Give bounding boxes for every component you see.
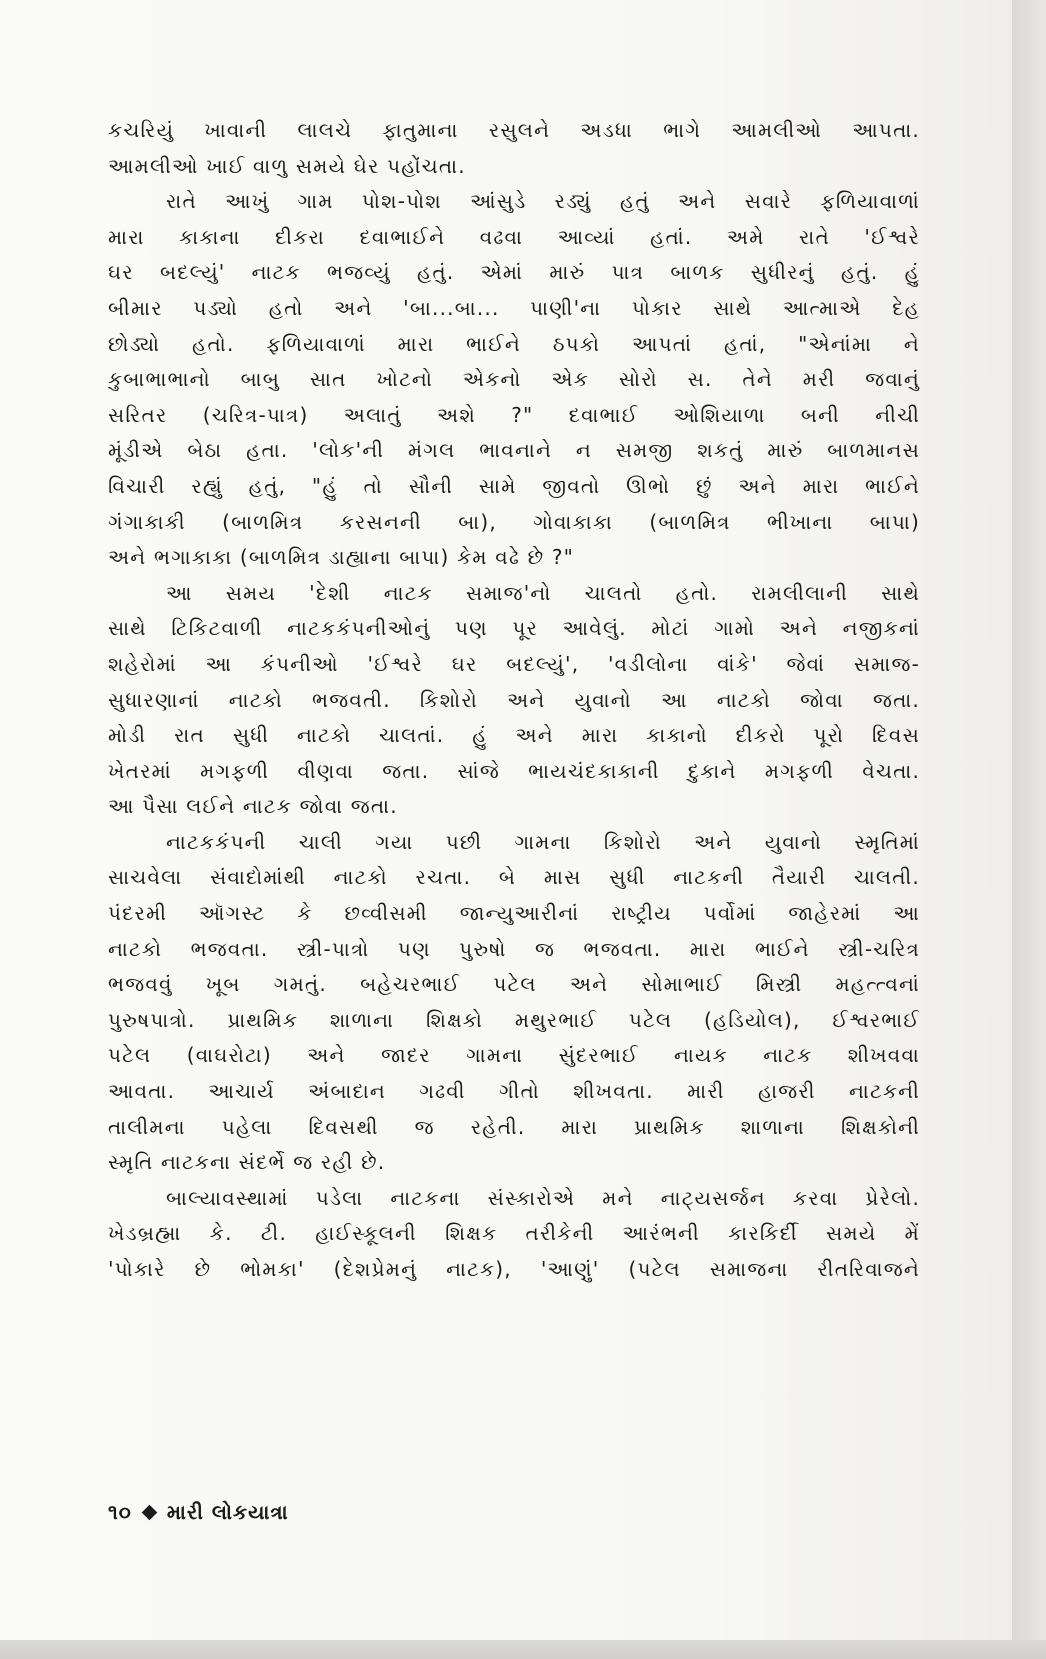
text-line: ભજવવું ખૂબ ગમતું. બહેચરભાઈ પટેલ અને સોમાભાઈ મિસ્ત્રી મહત્ત્વનાં bbox=[108, 972, 920, 997]
text-line: છોડ્યો હતો. ફળિયાવાળાં મારા ભાઈને ઠપકો આપતાં હતાં, "એનાંમા ને bbox=[108, 331, 920, 356]
text-line: ખેડબ્રહ્મા કે. ટી. હાઈસ્કૂલની શિક્ષક તરીકેની આરંભની કારકિર્દી સમયે મેં bbox=[108, 1221, 920, 1246]
page-footer bbox=[108, 1500, 289, 1524]
text-line: આમલીઓ ખાઈ વાળુ સમયે ઘેર પહોંચતા. bbox=[108, 153, 466, 178]
text-line: પુરુષપાત્રો. પ્રાથમિક શાળાના શિક્ષકો મથુરભાઈ પટેલ (હડિયોલ), ઈશ્વરભાઈ bbox=[108, 1007, 920, 1032]
text-line: મોડી રાત સુધી નાટકો ચાલતાં. હું અને મારા કાકાનો દીકરો પૂરો દિવસ bbox=[108, 723, 920, 748]
text-line: તાલીમના પહેલા દિવસથી જ રહેતી. મારા પ્રાથમિક શાળાના શિક્ષકોની bbox=[108, 1114, 920, 1139]
text-line: મૂંડીએ બેઠા હતા. 'લોક'ની મંગલ ભાવનાને ન સમજી શકતું મારું બાળમાનસ bbox=[108, 438, 920, 463]
text-line: સાચવેલા સંવાદોમાંથી નાટકો રચતા. બે માસ સુધી નાટકની તૈયારી ચાલતી. bbox=[108, 865, 920, 890]
text-line: કુબાભાભાનો બાબુ સાત ખોટનો એકનો એક સોરો સ. તેને મરી જવાનું bbox=[108, 367, 920, 392]
text-line: વિચારી રહ્યું હતું, "હું તો સૌની સામે જીવતો ઊભો છું અને મારા ભાઈને bbox=[108, 473, 920, 498]
text-line: કચરિયું ખાવાની લાલચે ફાતુમાના રસુલને અડધા ભાગે આમલીઓ આપતા. bbox=[108, 118, 920, 142]
paragraph-start-line: બાલ્યાવસ્થામાં પડેલા નાટકના સંસ્કારોએ મને નાટ્યસર્જન કરવા પ્રેરેલો. bbox=[166, 1185, 920, 1210]
page-bottom-edge bbox=[0, 1640, 1046, 1659]
diamond-bullet-icon bbox=[142, 1504, 158, 1520]
text-line: સાથે ટિકિટવાળી નાટકકંપનીઓનું પણ પૂર આવેલું. મોટાં ગામો અને નજીકનાં bbox=[108, 616, 920, 641]
text-line: આ પૈસા લઈને નાટક જોવા જતા. bbox=[108, 794, 398, 819]
text-line: પટેલ (વાઘરોટા) અને જાદર ગામના સુંદરભાઈ નાયક નાટક શીખવવા bbox=[108, 1043, 920, 1068]
text-line: ખેતરમાં મગફળી વીણવા જતા. સાંજે ભાયચંદકાકાની દુકાને મગફળી વેચતા. bbox=[108, 758, 920, 783]
text-line: નાટકો ભજવતા. સ્ત્રી-પાત્રો પણ પુરુષો જ ભજવતા. મારા ભાઈને સ્ત્રી-ચરિત્ર bbox=[108, 936, 920, 961]
page-number: ૧૦ bbox=[108, 1500, 132, 1524]
text-line: 'પોકારે છે ભોમકા' (દેશપ્રેમનું નાટક), 'આણું' (પટેલ સમાજના રીતરિવાજને bbox=[108, 1257, 920, 1281]
text-line: સ્મૃતિ નાટકના સંદર્ભે જ રહી છે. bbox=[108, 1150, 386, 1175]
paragraph-start-line: રાતે આખું ગામ પોશ-પોશ આંસુડે રડ્યું હતું અને સવારે ફળિયાવાળાં bbox=[166, 189, 920, 214]
paragraph-start-line: આ સમય 'દેશી નાટક સમાજ'નો ચાલતો હતો. રામલીલાની સાથે bbox=[166, 580, 920, 605]
next-page-edge bbox=[1012, 0, 1046, 1659]
page-body-text bbox=[108, 113, 920, 1288]
text-line: પંદરમી ઑગસ્ટ કે છવ્વીસમી જાન્યુઆરીનાં રાષ્ટ્રીય પર્વોમાં જાહેરમાં આ bbox=[108, 901, 920, 926]
text-line: બીમાર પડ્યો હતો અને 'બા...બા... પાણી'ના પોકાર સાથે આત્માએ દેહ bbox=[108, 295, 920, 320]
text-line: સરિતર (ચરિત્ર-પાત્ર) અલાતું અશે ?" દવાભાઈ ઓશિયાળા બની નીચી bbox=[108, 402, 920, 427]
book-title: મારી લોકયાત્રા bbox=[166, 1500, 289, 1524]
paragraph-start-line: નાટકકંપની ચાલી ગયા પછી ગામના કિશોરો અને યુવાનો સ્મૃતિમાં bbox=[166, 829, 920, 854]
text-line: શહેરોમાં આ કંપનીઓ 'ઈશ્વરે ઘર બદલ્યું', 'વડીલોના વાંકે' જેવાં સમાજ- bbox=[108, 651, 920, 676]
text-line: મારા કાકાના દીકરા દવાભાઈને વઢવા આવ્યાં હતાં. અમે રાતે 'ઈશ્વરે bbox=[108, 224, 920, 249]
text-line: સુધારણાનાં નાટકો ભજવતી. કિશોરો અને યુવાનો આ નાટકો જોવા જતા. bbox=[108, 687, 920, 712]
text-line: અને ભગાકાકા (બાળમિત્ર ડાહ્યાના બાપા) કેમ વઢે છે ?" bbox=[108, 545, 575, 570]
text-line: ગંગાકાકી (બાળમિત્ર કરસનની બા), ગોવાકાકા (બાળમિત્ર ભીખાના બાપા) bbox=[108, 509, 920, 534]
text-line: ઘર બદલ્યું' નાટક ભજવ્યું હતું. એમાં મારું પાત્ર બાળક સુધીરનું હતું. હું bbox=[108, 260, 920, 285]
text-line: આવતા. આચાર્ય અંબાદાન ગઢવી ગીતો શીખવતા. મારી હાજરી નાટકની bbox=[108, 1079, 920, 1104]
